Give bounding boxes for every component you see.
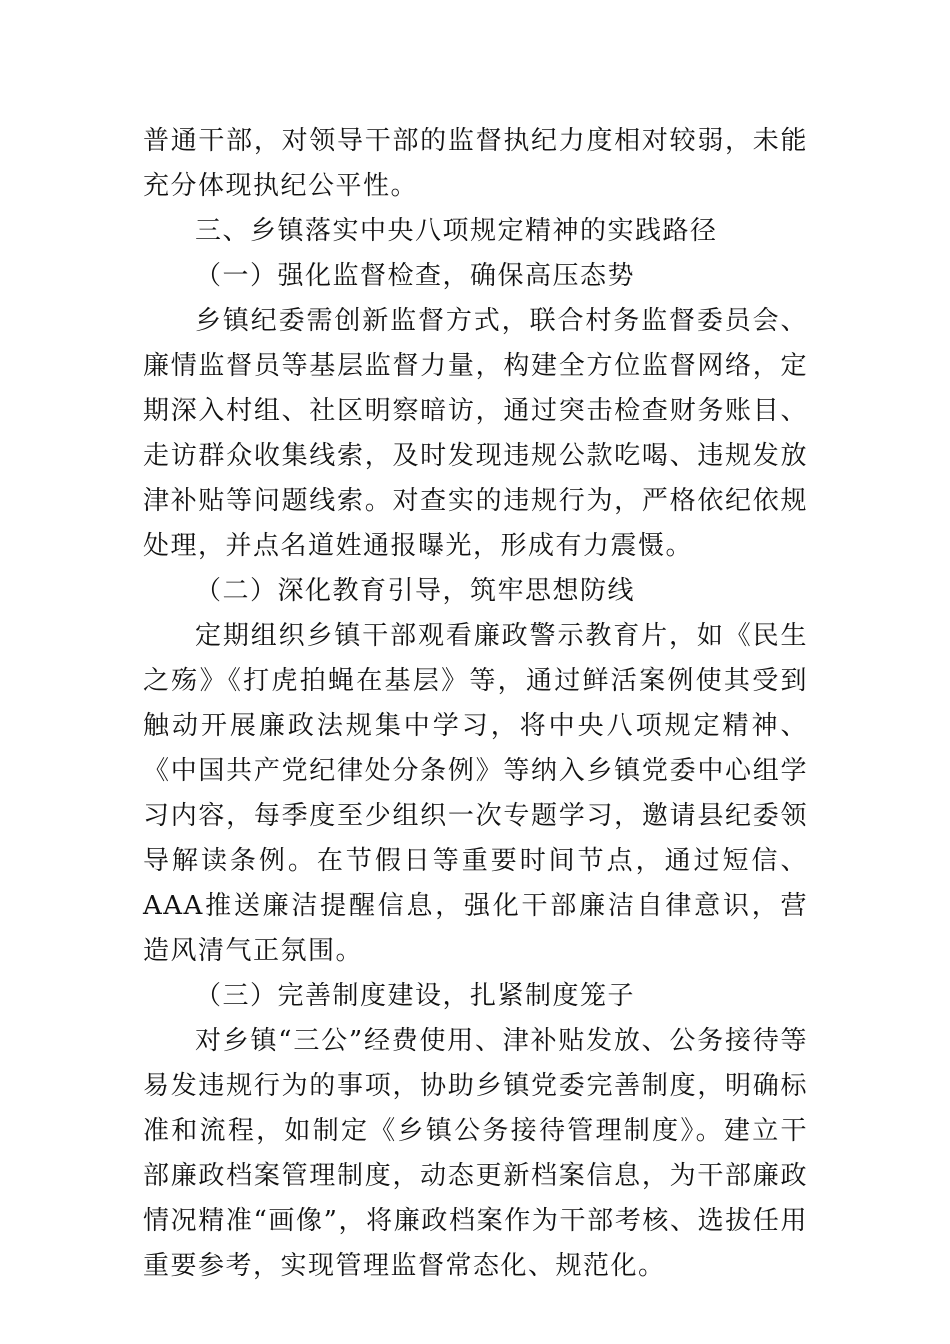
document-body <box>143 119 808 1289</box>
subsection-heading-3: （三）完善制度建设，扎紧制度笼子 <box>195 981 636 1011</box>
subsection-heading-2: （二）深化教育引导，筑牢思想防线 <box>195 576 636 606</box>
section-heading: 三、乡镇落实中央八项规定精神的实践路径 <box>195 216 718 246</box>
paragraph-education: 定期组织乡镇干部观看廉政警示教育片，如《民生之殇》《打虎拍蝇在基层》等，通过鲜活案例使其受到触动开展廉政法规集中学习，将中央八项规定精神、《中国共产党纪律处分条例》等纳入乡镇党委中心组学习内容，每季度至少组织一次专题学习，邀请县纪委领导解读条例。在节假日等重要时间节点，通过短信、AAA推送廉洁提醒信息，强化干部廉洁自律意识，营造风清气正氛围。 <box>143 621 808 966</box>
paragraph-continued: 普通干部，对领导干部的监督执纪力度相对较弱，未能充分体现执纪公平性。 <box>143 126 808 201</box>
paragraph-institution: 对乡镇“三公”经费使用、津补贴发放、公务接待等易发违规行为的事项，协助乡镇党委完善制度，明确标准和流程，如制定《乡镇公务接待管理制度》。建立干部廉政档案管理制度，动态更新档案信息，为干部廉政情况精准“画像”，将廉政档案作为干部考核、选拔任用重要参考，实现管理监督常态化、规范化。 <box>143 1026 808 1281</box>
paragraph-supervision: 乡镇纪委需创新监督方式，联合村务监督委员会、廉情监督员等基层监督力量，构建全方位监督网络，定期深入村组、社区明察暗访，通过突击检查财务账目、走访群众收集线索，及时发现违规公款吃喝、违规发放津补贴等问题线索。对查实的违规行为，严格依纪依规处理，并点名道姓通报曝光，形成有力震慑。 <box>143 306 808 561</box>
subsection-heading-1: （一）强化监督检查，确保高压态势 <box>195 261 636 291</box>
